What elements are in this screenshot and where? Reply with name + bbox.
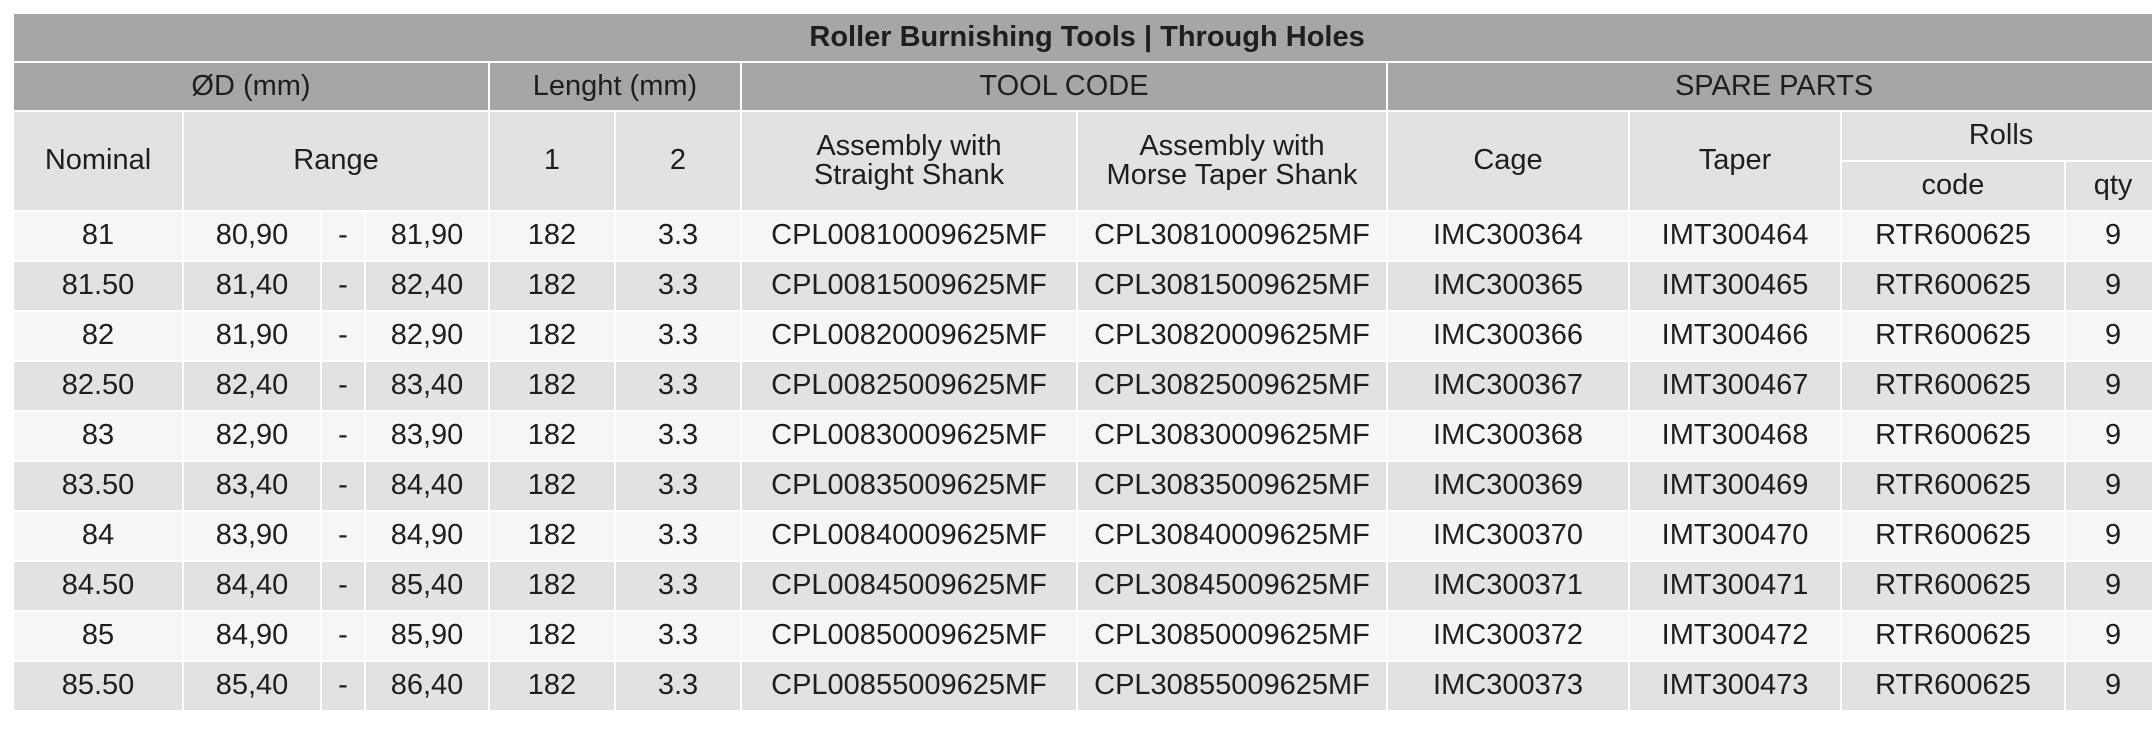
cell-range-from: 81,90 bbox=[183, 311, 321, 361]
cell-taper-code: IMT300470 bbox=[1629, 511, 1841, 561]
cell-morse-taper-code: CPL30855009625MF bbox=[1077, 661, 1387, 711]
cell-rolls-qty: 9 bbox=[2065, 461, 2152, 511]
cell-straight-shank-code: CPL00845009625MF bbox=[741, 561, 1077, 611]
cell-rolls-code: RTR600625 bbox=[1841, 361, 2065, 411]
cell-rolls-code: RTR600625 bbox=[1841, 211, 2065, 261]
cell-cage-code: IMC300369 bbox=[1387, 461, 1629, 511]
cell-range-from: 81,40 bbox=[183, 261, 321, 311]
cell-morse-taper-code: CPL30810009625MF bbox=[1077, 211, 1387, 261]
cell-length-1: 182 bbox=[489, 461, 615, 511]
cell-length-1: 182 bbox=[489, 211, 615, 261]
cell-range-to: 83,40 bbox=[365, 361, 489, 411]
column-header-row bbox=[13, 111, 2152, 161]
cell-nominal: 81 bbox=[13, 211, 183, 261]
cell-straight-shank-code: CPL00835009625MF bbox=[741, 461, 1077, 511]
cell-range-from: 85,40 bbox=[183, 661, 321, 711]
cell-rolls-code: RTR600625 bbox=[1841, 311, 2065, 361]
cell-range-separator: - bbox=[321, 611, 365, 661]
cell-range-to: 85,90 bbox=[365, 611, 489, 661]
cell-taper-code: IMT300467 bbox=[1629, 361, 1841, 411]
cell-straight-shank-code: CPL00840009625MF bbox=[741, 511, 1077, 561]
table-row bbox=[13, 311, 2152, 361]
cell-range-to: 84,90 bbox=[365, 511, 489, 561]
group-length: Lenght (mm) bbox=[489, 62, 741, 111]
cell-straight-shank-code: CPL00815009625MF bbox=[741, 261, 1077, 311]
cell-length-1: 182 bbox=[489, 261, 615, 311]
cell-cage-code: IMC300370 bbox=[1387, 511, 1629, 561]
cell-range-separator: - bbox=[321, 211, 365, 261]
cell-rolls-code: RTR600625 bbox=[1841, 611, 2065, 661]
cell-morse-taper-code: CPL30825009625MF bbox=[1077, 361, 1387, 411]
cell-rolls-qty: 9 bbox=[2065, 661, 2152, 711]
cell-morse-taper-code: CPL30835009625MF bbox=[1077, 461, 1387, 511]
group-tool-code: TOOL CODE bbox=[741, 62, 1387, 111]
cell-range-to: 86,40 bbox=[365, 661, 489, 711]
cell-rolls-qty: 9 bbox=[2065, 411, 2152, 461]
cell-straight-shank-code: CPL00850009625MF bbox=[741, 611, 1077, 661]
cell-range-from: 83,40 bbox=[183, 461, 321, 511]
cell-nominal: 82 bbox=[13, 311, 183, 361]
header-length-2: 2 bbox=[615, 111, 741, 211]
cell-range-separator: - bbox=[321, 411, 365, 461]
cell-range-separator: - bbox=[321, 461, 365, 511]
cell-length-2: 3.3 bbox=[615, 611, 741, 661]
cell-rolls-qty: 9 bbox=[2065, 511, 2152, 561]
table-title: Roller Burnishing Tools | Through Holes bbox=[13, 13, 2152, 62]
cell-length-2: 3.3 bbox=[615, 461, 741, 511]
cell-morse-taper-code: CPL30840009625MF bbox=[1077, 511, 1387, 561]
cell-cage-code: IMC300372 bbox=[1387, 611, 1629, 661]
cell-range-separator: - bbox=[321, 511, 365, 561]
cell-nominal: 83.50 bbox=[13, 461, 183, 511]
cell-rolls-code: RTR600625 bbox=[1841, 411, 2065, 461]
cell-rolls-code: RTR600625 bbox=[1841, 511, 2065, 561]
header-nominal: Nominal bbox=[13, 111, 183, 211]
header-rolls-code: code bbox=[1841, 161, 2065, 211]
cell-taper-code: IMT300468 bbox=[1629, 411, 1841, 461]
cell-cage-code: IMC300371 bbox=[1387, 561, 1629, 611]
cell-rolls-code: RTR600625 bbox=[1841, 261, 2065, 311]
title-row bbox=[13, 13, 2152, 62]
table-row bbox=[13, 661, 2152, 711]
cell-length-1: 182 bbox=[489, 561, 615, 611]
header-morse-line1: Assembly with bbox=[1139, 130, 1325, 162]
cell-length-2: 3.3 bbox=[615, 361, 741, 411]
cell-rolls-qty: 9 bbox=[2065, 361, 2152, 411]
cell-taper-code: IMT300465 bbox=[1629, 261, 1841, 311]
header-cage: Cage bbox=[1387, 111, 1629, 211]
cell-nominal: 84 bbox=[13, 511, 183, 561]
group-spare-parts: SPARE PARTS bbox=[1387, 62, 2152, 111]
cell-cage-code: IMC300364 bbox=[1387, 211, 1629, 261]
cell-range-to: 85,40 bbox=[365, 561, 489, 611]
header-morse-line2: Morse Taper Shank bbox=[1106, 159, 1358, 191]
cell-cage-code: IMC300373 bbox=[1387, 661, 1629, 711]
cell-range-from: 84,40 bbox=[183, 561, 321, 611]
cell-straight-shank-code: CPL00830009625MF bbox=[741, 411, 1077, 461]
table-row bbox=[13, 611, 2152, 661]
cell-cage-code: IMC300368 bbox=[1387, 411, 1629, 461]
header-range: Range bbox=[183, 111, 489, 211]
table-row bbox=[13, 511, 2152, 561]
group-diameter: ØD (mm) bbox=[13, 62, 489, 111]
cell-taper-code: IMT300473 bbox=[1629, 661, 1841, 711]
cell-range-to: 82,40 bbox=[365, 261, 489, 311]
cell-range-to: 84,40 bbox=[365, 461, 489, 511]
cell-range-from: 83,90 bbox=[183, 511, 321, 561]
cell-range-from: 84,90 bbox=[183, 611, 321, 661]
cell-morse-taper-code: CPL30845009625MF bbox=[1077, 561, 1387, 611]
cell-rolls-qty: 9 bbox=[2065, 611, 2152, 661]
cell-range-from: 80,90 bbox=[183, 211, 321, 261]
cell-nominal: 83 bbox=[13, 411, 183, 461]
cell-cage-code: IMC300366 bbox=[1387, 311, 1629, 361]
cell-length-2: 3.3 bbox=[615, 211, 741, 261]
cell-rolls-qty: 9 bbox=[2065, 311, 2152, 361]
cell-nominal: 82.50 bbox=[13, 361, 183, 411]
cell-cage-code: IMC300365 bbox=[1387, 261, 1629, 311]
cell-nominal: 84.50 bbox=[13, 561, 183, 611]
cell-straight-shank-code: CPL00810009625MF bbox=[741, 211, 1077, 261]
cell-taper-code: IMT300469 bbox=[1629, 461, 1841, 511]
cell-rolls-code: RTR600625 bbox=[1841, 461, 2065, 511]
table-row bbox=[13, 211, 2152, 261]
header-taper: Taper bbox=[1629, 111, 1841, 211]
table-container bbox=[12, 12, 2152, 712]
cell-length-2: 3.3 bbox=[615, 661, 741, 711]
cell-rolls-code: RTR600625 bbox=[1841, 561, 2065, 611]
table-row bbox=[13, 361, 2152, 411]
cell-rolls-code: RTR600625 bbox=[1841, 661, 2065, 711]
cell-length-1: 182 bbox=[489, 311, 615, 361]
cell-length-2: 3.3 bbox=[615, 311, 741, 361]
table-row bbox=[13, 261, 2152, 311]
header-straight-line1: Assembly with bbox=[816, 130, 1002, 162]
table-row bbox=[13, 561, 2152, 611]
header-straight-line2: Straight Shank bbox=[813, 159, 1005, 191]
cell-taper-code: IMT300472 bbox=[1629, 611, 1841, 661]
cell-nominal: 81.50 bbox=[13, 261, 183, 311]
group-header-row bbox=[13, 62, 2152, 111]
cell-range-from: 82,90 bbox=[183, 411, 321, 461]
cell-nominal: 85 bbox=[13, 611, 183, 661]
cell-straight-shank-code: CPL00855009625MF bbox=[741, 661, 1077, 711]
cell-length-1: 182 bbox=[489, 661, 615, 711]
cell-nominal: 85.50 bbox=[13, 661, 183, 711]
cell-length-1: 182 bbox=[489, 511, 615, 561]
cell-range-separator: - bbox=[321, 261, 365, 311]
header-length-1: 1 bbox=[489, 111, 615, 211]
cell-range-separator: - bbox=[321, 661, 365, 711]
cell-length-1: 182 bbox=[489, 411, 615, 461]
cell-rolls-qty: 9 bbox=[2065, 211, 2152, 261]
cell-taper-code: IMT300464 bbox=[1629, 211, 1841, 261]
cell-range-separator: - bbox=[321, 561, 365, 611]
header-morse-taper-shank bbox=[1077, 111, 1387, 211]
cell-morse-taper-code: CPL30830009625MF bbox=[1077, 411, 1387, 461]
burnishing-tools-table bbox=[12, 12, 2152, 712]
cell-length-2: 3.3 bbox=[615, 411, 741, 461]
cell-morse-taper-code: CPL30850009625MF bbox=[1077, 611, 1387, 661]
cell-range-to: 83,90 bbox=[365, 411, 489, 461]
cell-range-from: 82,40 bbox=[183, 361, 321, 411]
table-row bbox=[13, 461, 2152, 511]
cell-rolls-qty: 9 bbox=[2065, 261, 2152, 311]
cell-taper-code: IMT300471 bbox=[1629, 561, 1841, 611]
header-straight-shank bbox=[741, 111, 1077, 211]
cell-straight-shank-code: CPL00825009625MF bbox=[741, 361, 1077, 411]
cell-range-to: 81,90 bbox=[365, 211, 489, 261]
cell-range-separator: - bbox=[321, 311, 365, 361]
table-row bbox=[13, 411, 2152, 461]
cell-rolls-qty: 9 bbox=[2065, 561, 2152, 611]
cell-length-2: 3.3 bbox=[615, 261, 741, 311]
cell-length-2: 3.3 bbox=[615, 561, 741, 611]
cell-range-separator: - bbox=[321, 361, 365, 411]
cell-range-to: 82,90 bbox=[365, 311, 489, 361]
cell-morse-taper-code: CPL30820009625MF bbox=[1077, 311, 1387, 361]
cell-cage-code: IMC300367 bbox=[1387, 361, 1629, 411]
cell-straight-shank-code: CPL00820009625MF bbox=[741, 311, 1077, 361]
cell-length-1: 182 bbox=[489, 361, 615, 411]
cell-taper-code: IMT300466 bbox=[1629, 311, 1841, 361]
header-rolls: Rolls bbox=[1841, 111, 2152, 161]
cell-length-1: 182 bbox=[489, 611, 615, 661]
header-rolls-qty: qty bbox=[2065, 161, 2152, 211]
cell-length-2: 3.3 bbox=[615, 511, 741, 561]
cell-morse-taper-code: CPL30815009625MF bbox=[1077, 261, 1387, 311]
